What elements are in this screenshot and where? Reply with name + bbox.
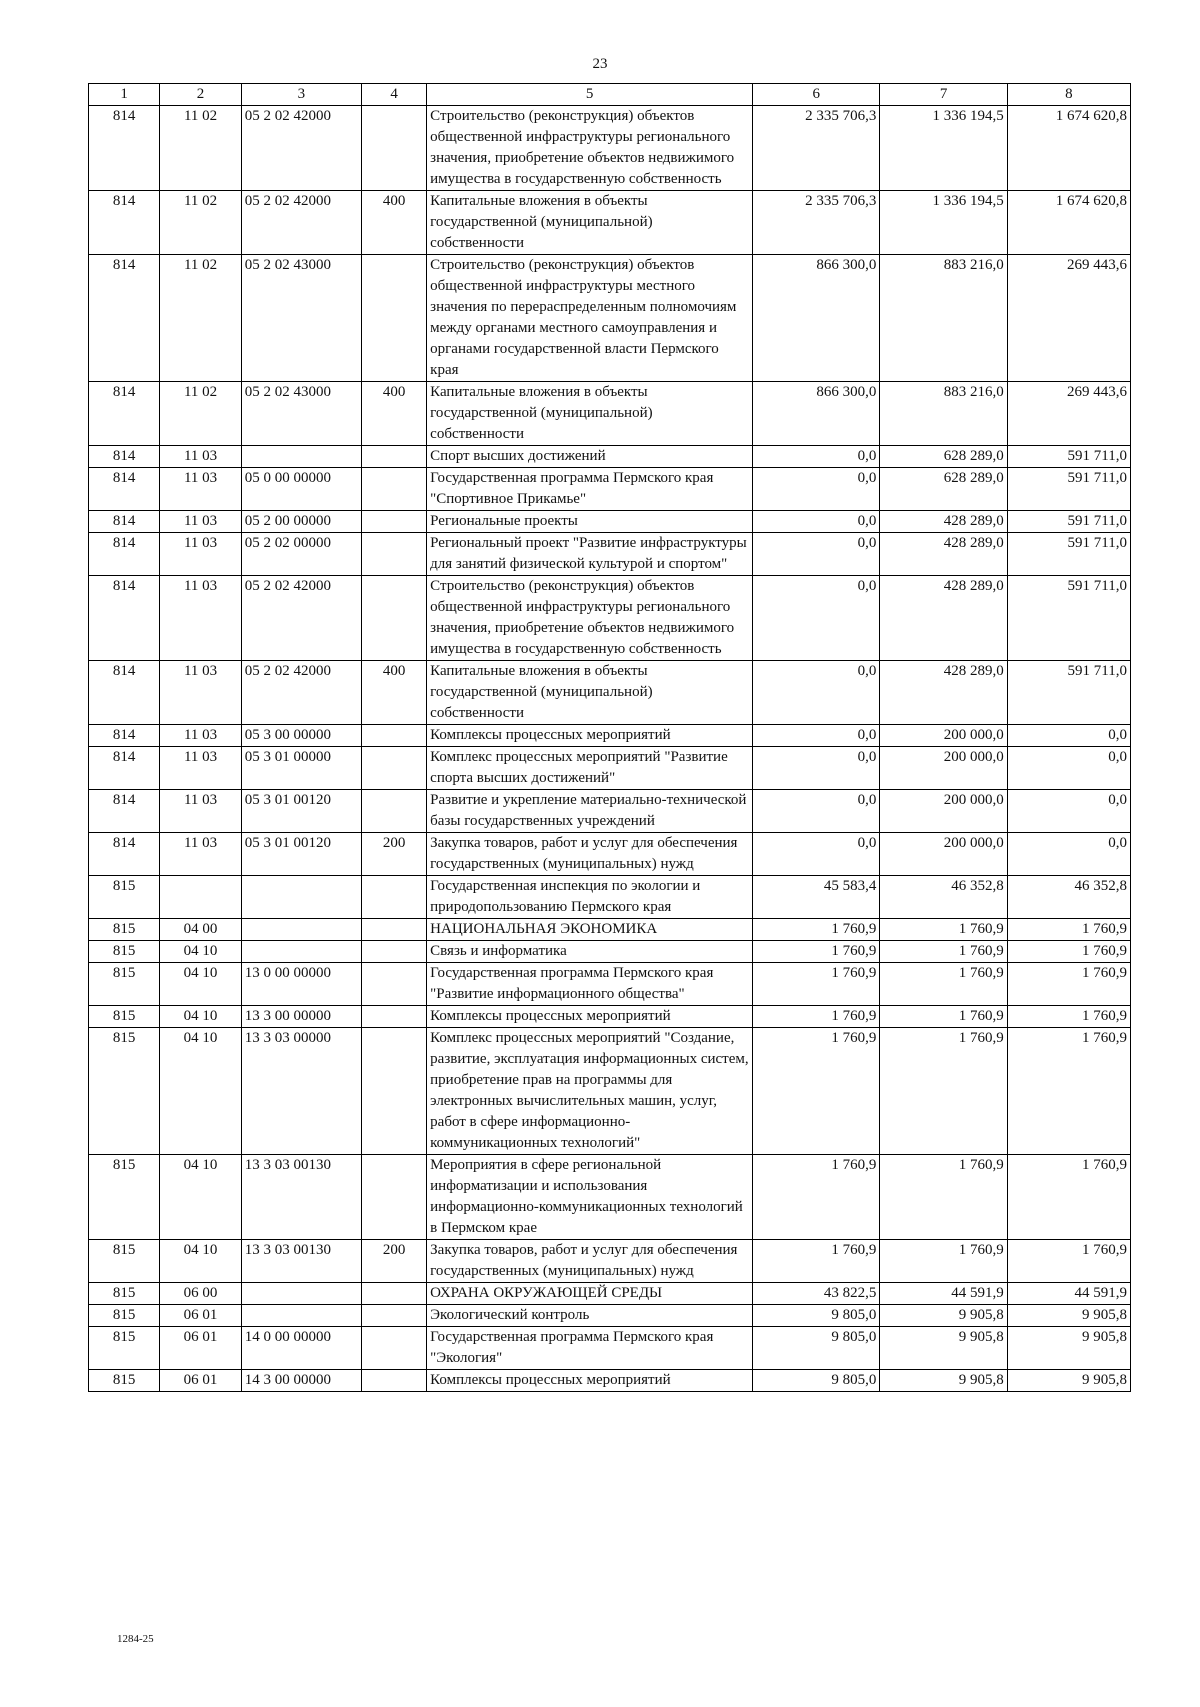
cell-expense-type <box>361 1370 426 1392</box>
cell-amount-col8: 1 760,9 <box>1007 919 1130 941</box>
header-col-6: 6 <box>753 84 880 106</box>
cell-description: Капитальные вложения в объекты государственной (муниципальной) собственности <box>427 191 753 255</box>
header-col-8: 8 <box>1007 84 1130 106</box>
cell-amount-col6: 1 760,9 <box>753 1240 880 1283</box>
cell-amount-col6: 1 760,9 <box>753 1006 880 1028</box>
cell-amount-col7: 1 760,9 <box>880 1028 1007 1155</box>
cell-section-code: 11 02 <box>160 382 241 446</box>
table-row <box>89 790 1131 833</box>
page-number: 23 <box>592 56 608 72</box>
cell-admin-code: 815 <box>89 963 160 1006</box>
cell-section-code: 11 03 <box>160 833 241 876</box>
cell-amount-col8: 9 905,8 <box>1007 1327 1130 1370</box>
cell-amount-col7: 1 760,9 <box>880 1240 1007 1283</box>
cell-target-article: 05 3 00 00000 <box>241 725 361 747</box>
cell-admin-code: 815 <box>89 941 160 963</box>
cell-description: Государственная инспекция по экологии и природопользованию Пермского края <box>427 876 753 919</box>
cell-description: Комплексы процессных мероприятий <box>427 1370 753 1392</box>
cell-expense-type <box>361 576 426 661</box>
cell-target-article: 05 3 01 00120 <box>241 833 361 876</box>
header-row <box>89 84 1131 106</box>
cell-target-article: 05 2 02 42000 <box>241 576 361 661</box>
cell-target-article <box>241 941 361 963</box>
cell-expense-type: 400 <box>361 382 426 446</box>
cell-amount-col6: 9 805,0 <box>753 1327 880 1370</box>
cell-expense-type <box>361 511 426 533</box>
cell-section-code: 11 03 <box>160 790 241 833</box>
cell-target-article: 13 3 03 00130 <box>241 1240 361 1283</box>
cell-section-code: 06 01 <box>160 1305 241 1327</box>
cell-target-article: 13 3 03 00000 <box>241 1028 361 1155</box>
table-row <box>89 191 1131 255</box>
cell-description: Комплекс процессных мероприятий "Создание, развитие, эксплуатация информационных систем, приобретение прав на программы для электронных вычислительных машин, услуг, работ в сфере информационно-коммуникационных технологий" <box>427 1028 753 1155</box>
cell-expense-type <box>361 1283 426 1305</box>
cell-description: Государственная программа Пермского края "Экология" <box>427 1327 753 1370</box>
cell-description: Закупка товаров, работ и услуг для обеспечения государственных (муниципальных) нужд <box>427 833 753 876</box>
cell-amount-col7: 883 216,0 <box>880 382 1007 446</box>
cell-admin-code: 814 <box>89 833 160 876</box>
cell-target-article: 05 2 02 42000 <box>241 661 361 725</box>
cell-section-code: 11 03 <box>160 747 241 790</box>
cell-amount-col6: 45 583,4 <box>753 876 880 919</box>
cell-expense-type: 400 <box>361 661 426 725</box>
cell-amount-col6: 9 805,0 <box>753 1305 880 1327</box>
cell-description: Государственная программа Пермского края "Развитие информационного общества" <box>427 963 753 1006</box>
cell-amount-col8: 46 352,8 <box>1007 876 1130 919</box>
table-row <box>89 106 1131 191</box>
table-row <box>89 919 1131 941</box>
table-row <box>89 576 1131 661</box>
cell-section-code: 04 10 <box>160 1155 241 1240</box>
table-row <box>89 255 1131 382</box>
cell-expense-type <box>361 790 426 833</box>
cell-amount-col8: 0,0 <box>1007 790 1130 833</box>
cell-expense-type <box>361 747 426 790</box>
cell-amount-col7: 200 000,0 <box>880 833 1007 876</box>
cell-amount-col7: 9 905,8 <box>880 1305 1007 1327</box>
cell-target-article <box>241 1305 361 1327</box>
cell-amount-col8: 9 905,8 <box>1007 1370 1130 1392</box>
cell-amount-col8: 0,0 <box>1007 747 1130 790</box>
cell-target-article <box>241 446 361 468</box>
cell-expense-type <box>361 1327 426 1370</box>
table-row <box>89 876 1131 919</box>
cell-admin-code: 814 <box>89 747 160 790</box>
cell-description: ОХРАНА ОКРУЖАЮЩЕЙ СРЕДЫ <box>427 1283 753 1305</box>
cell-amount-col7: 428 289,0 <box>880 661 1007 725</box>
cell-amount-col8: 269 443,6 <box>1007 382 1130 446</box>
cell-amount-col8: 44 591,9 <box>1007 1283 1130 1305</box>
cell-admin-code: 815 <box>89 1283 160 1305</box>
table-row <box>89 1305 1131 1327</box>
cell-description: Региональные проекты <box>427 511 753 533</box>
table-row <box>89 1240 1131 1283</box>
cell-amount-col6: 1 760,9 <box>753 1155 880 1240</box>
cell-amount-col7: 1 336 194,5 <box>880 191 1007 255</box>
cell-admin-code: 814 <box>89 106 160 191</box>
cell-amount-col8: 591 711,0 <box>1007 468 1130 511</box>
cell-amount-col7: 628 289,0 <box>880 446 1007 468</box>
cell-expense-type: 200 <box>361 833 426 876</box>
cell-amount-col6: 0,0 <box>753 833 880 876</box>
cell-target-article: 05 2 02 42000 <box>241 191 361 255</box>
cell-description: Строительство (реконструкция) объектов общественной инфраструктуры регионального значения, приобретение объектов недвижимого имущества в государственную собственность <box>427 576 753 661</box>
cell-amount-col8: 1 674 620,8 <box>1007 106 1130 191</box>
cell-amount-col8: 1 760,9 <box>1007 1155 1130 1240</box>
table-row <box>89 725 1131 747</box>
cell-section-code: 04 10 <box>160 1028 241 1155</box>
cell-target-article: 05 2 00 00000 <box>241 511 361 533</box>
cell-section-code: 11 02 <box>160 106 241 191</box>
cell-amount-col6: 0,0 <box>753 725 880 747</box>
cell-amount-col8: 269 443,6 <box>1007 255 1130 382</box>
cell-admin-code: 814 <box>89 661 160 725</box>
cell-amount-col8: 1 760,9 <box>1007 1240 1130 1283</box>
cell-section-code: 11 03 <box>160 661 241 725</box>
table-row <box>89 533 1131 576</box>
table-row <box>89 963 1131 1006</box>
cell-amount-col6: 1 760,9 <box>753 1028 880 1155</box>
cell-amount-col6: 0,0 <box>753 533 880 576</box>
cell-description: Региональный проект "Развитие инфраструктуры для занятий физической культурой и спортом" <box>427 533 753 576</box>
cell-amount-col7: 200 000,0 <box>880 790 1007 833</box>
cell-target-article: 05 2 02 43000 <box>241 255 361 382</box>
cell-admin-code: 814 <box>89 511 160 533</box>
cell-admin-code: 814 <box>89 382 160 446</box>
cell-amount-col8: 591 711,0 <box>1007 511 1130 533</box>
cell-admin-code: 814 <box>89 790 160 833</box>
cell-amount-col8: 1 760,9 <box>1007 941 1130 963</box>
cell-description: Комплексы процессных мероприятий <box>427 725 753 747</box>
cell-amount-col8: 0,0 <box>1007 725 1130 747</box>
cell-amount-col8: 591 711,0 <box>1007 446 1130 468</box>
cell-admin-code: 815 <box>89 1155 160 1240</box>
cell-admin-code: 814 <box>89 191 160 255</box>
cell-amount-col8: 1 760,9 <box>1007 1006 1130 1028</box>
cell-target-article: 05 2 02 43000 <box>241 382 361 446</box>
table-row <box>89 833 1131 876</box>
header-col-5: 5 <box>427 84 753 106</box>
cell-description: Комплексы процессных мероприятий <box>427 1006 753 1028</box>
cell-description: Мероприятия в сфере региональной информатизации и использования информационно-коммуникационных технологий в Пермском крае <box>427 1155 753 1240</box>
cell-amount-col7: 200 000,0 <box>880 747 1007 790</box>
table-row <box>89 1028 1131 1155</box>
header-col-2: 2 <box>160 84 241 106</box>
cell-section-code: 11 03 <box>160 576 241 661</box>
cell-expense-type <box>361 725 426 747</box>
cell-description: Спорт высших достижений <box>427 446 753 468</box>
table-row <box>89 511 1131 533</box>
header-col-1: 1 <box>89 84 160 106</box>
cell-amount-col8: 591 711,0 <box>1007 576 1130 661</box>
cell-expense-type <box>361 919 426 941</box>
table-row <box>89 1370 1131 1392</box>
cell-admin-code: 815 <box>89 1305 160 1327</box>
cell-section-code: 04 10 <box>160 963 241 1006</box>
cell-amount-col7: 1 760,9 <box>880 963 1007 1006</box>
cell-amount-col6: 866 300,0 <box>753 255 880 382</box>
cell-target-article: 05 0 00 00000 <box>241 468 361 511</box>
cell-target-article: 13 3 00 00000 <box>241 1006 361 1028</box>
cell-amount-col7: 428 289,0 <box>880 533 1007 576</box>
cell-amount-col7: 628 289,0 <box>880 468 1007 511</box>
cell-target-article: 05 2 02 00000 <box>241 533 361 576</box>
cell-expense-type <box>361 1028 426 1155</box>
table-row <box>89 468 1131 511</box>
cell-admin-code: 815 <box>89 1327 160 1370</box>
cell-amount-col6: 2 335 706,3 <box>753 106 880 191</box>
cell-expense-type <box>361 533 426 576</box>
cell-amount-col7: 1 760,9 <box>880 1155 1007 1240</box>
cell-target-article: 05 2 02 42000 <box>241 106 361 191</box>
cell-admin-code: 815 <box>89 919 160 941</box>
cell-target-article: 05 3 01 00000 <box>241 747 361 790</box>
cell-target-article: 14 3 00 00000 <box>241 1370 361 1392</box>
cell-admin-code: 814 <box>89 533 160 576</box>
cell-amount-col8: 1 674 620,8 <box>1007 191 1130 255</box>
cell-section-code: 04 00 <box>160 919 241 941</box>
cell-amount-col7: 1 760,9 <box>880 919 1007 941</box>
cell-expense-type <box>361 876 426 919</box>
cell-amount-col6: 2 335 706,3 <box>753 191 880 255</box>
cell-target-article <box>241 919 361 941</box>
cell-amount-col6: 1 760,9 <box>753 963 880 1006</box>
table-row <box>89 1327 1131 1370</box>
cell-description: Комплекс процессных мероприятий "Развитие спорта высших достижений" <box>427 747 753 790</box>
cell-section-code: 04 10 <box>160 1240 241 1283</box>
table-row <box>89 747 1131 790</box>
cell-expense-type <box>361 1155 426 1240</box>
cell-target-article <box>241 1283 361 1305</box>
cell-section-code: 06 01 <box>160 1370 241 1392</box>
cell-expense-type <box>361 446 426 468</box>
cell-amount-col6: 43 822,5 <box>753 1283 880 1305</box>
cell-expense-type: 400 <box>361 191 426 255</box>
cell-section-code: 11 02 <box>160 255 241 382</box>
table-body <box>89 106 1131 1392</box>
cell-description: Строительство (реконструкция) объектов общественной инфраструктуры местного значения по перераспределенным полномочиям между органами местного самоуправления и органами государственной власти Пермского края <box>427 255 753 382</box>
header-col-3: 3 <box>241 84 361 106</box>
cell-amount-col7: 9 905,8 <box>880 1370 1007 1392</box>
cell-section-code: 11 03 <box>160 446 241 468</box>
cell-amount-col7: 1 760,9 <box>880 1006 1007 1028</box>
cell-amount-col7: 428 289,0 <box>880 576 1007 661</box>
cell-amount-col6: 0,0 <box>753 468 880 511</box>
table-row <box>89 661 1131 725</box>
table-row <box>89 941 1131 963</box>
cell-target-article <box>241 876 361 919</box>
cell-expense-type <box>361 468 426 511</box>
cell-amount-col6: 0,0 <box>753 790 880 833</box>
cell-admin-code: 814 <box>89 255 160 382</box>
cell-amount-col7: 1 336 194,5 <box>880 106 1007 191</box>
cell-amount-col6: 9 805,0 <box>753 1370 880 1392</box>
cell-expense-type <box>361 106 426 191</box>
cell-amount-col6: 0,0 <box>753 446 880 468</box>
cell-admin-code: 815 <box>89 1006 160 1028</box>
cell-section-code: 11 03 <box>160 533 241 576</box>
cell-amount-col6: 1 760,9 <box>753 919 880 941</box>
cell-expense-type <box>361 1305 426 1327</box>
cell-description: Развитие и укрепление материально-технической базы государственных учреждений <box>427 790 753 833</box>
cell-admin-code: 815 <box>89 876 160 919</box>
cell-admin-code: 815 <box>89 1240 160 1283</box>
cell-section-code: 11 03 <box>160 511 241 533</box>
table-header <box>89 84 1131 106</box>
cell-amount-col7: 46 352,8 <box>880 876 1007 919</box>
cell-section-code: 11 02 <box>160 191 241 255</box>
cell-description: Капитальные вложения в объекты государственной (муниципальной) собственности <box>427 661 753 725</box>
cell-expense-type: 200 <box>361 1240 426 1283</box>
cell-target-article: 13 0 00 00000 <box>241 963 361 1006</box>
cell-amount-col8: 0,0 <box>1007 833 1130 876</box>
cell-description: Закупка товаров, работ и услуг для обеспечения государственных (муниципальных) нужд <box>427 1240 753 1283</box>
cell-description: НАЦИОНАЛЬНАЯ ЭКОНОМИКА <box>427 919 753 941</box>
cell-amount-col6: 0,0 <box>753 747 880 790</box>
cell-section-code: 06 01 <box>160 1327 241 1370</box>
header-col-4: 4 <box>361 84 426 106</box>
cell-section-code: 04 10 <box>160 941 241 963</box>
cell-amount-col6: 1 760,9 <box>753 941 880 963</box>
cell-admin-code: 815 <box>89 1370 160 1392</box>
cell-amount-col8: 591 711,0 <box>1007 533 1130 576</box>
cell-section-code: 06 00 <box>160 1283 241 1305</box>
cell-amount-col6: 866 300,0 <box>753 382 880 446</box>
cell-amount-col7: 200 000,0 <box>880 725 1007 747</box>
cell-section-code: 11 03 <box>160 468 241 511</box>
cell-section-code: 04 10 <box>160 1006 241 1028</box>
cell-description: Строительство (реконструкция) объектов общественной инфраструктуры регионального значения, приобретение объектов недвижимого имущества в государственную собственность <box>427 106 753 191</box>
cell-expense-type <box>361 255 426 382</box>
table-row <box>89 446 1131 468</box>
cell-expense-type <box>361 1006 426 1028</box>
cell-target-article: 05 3 01 00120 <box>241 790 361 833</box>
cell-amount-col7: 883 216,0 <box>880 255 1007 382</box>
cell-section-code <box>160 876 241 919</box>
cell-admin-code: 814 <box>89 576 160 661</box>
cell-amount-col7: 44 591,9 <box>880 1283 1007 1305</box>
cell-amount-col6: 0,0 <box>753 661 880 725</box>
cell-description: Экологический контроль <box>427 1305 753 1327</box>
cell-section-code: 11 03 <box>160 725 241 747</box>
cell-admin-code: 814 <box>89 725 160 747</box>
table-row <box>89 1006 1131 1028</box>
cell-expense-type <box>361 941 426 963</box>
cell-admin-code: 815 <box>89 1028 160 1155</box>
table-row <box>89 382 1131 446</box>
cell-admin-code: 814 <box>89 468 160 511</box>
budget-table <box>88 83 1131 1392</box>
cell-target-article: 14 0 00 00000 <box>241 1327 361 1370</box>
cell-amount-col7: 428 289,0 <box>880 511 1007 533</box>
table-row <box>89 1155 1131 1240</box>
header-col-7: 7 <box>880 84 1007 106</box>
cell-expense-type <box>361 963 426 1006</box>
cell-description: Связь и информатика <box>427 941 753 963</box>
cell-admin-code: 814 <box>89 446 160 468</box>
cell-description: Капитальные вложения в объекты государственной (муниципальной) собственности <box>427 382 753 446</box>
cell-amount-col8: 1 760,9 <box>1007 963 1130 1006</box>
cell-amount-col6: 0,0 <box>753 511 880 533</box>
cell-description: Государственная программа Пермского края "Спортивное Прикамье" <box>427 468 753 511</box>
table-row <box>89 1283 1131 1305</box>
cell-amount-col8: 9 905,8 <box>1007 1305 1130 1327</box>
cell-amount-col6: 0,0 <box>753 576 880 661</box>
cell-amount-col7: 1 760,9 <box>880 941 1007 963</box>
cell-amount-col8: 591 711,0 <box>1007 661 1130 725</box>
cell-amount-col7: 9 905,8 <box>880 1327 1007 1370</box>
cell-target-article: 13 3 03 00130 <box>241 1155 361 1240</box>
footer-code: 1284-25 <box>117 1633 154 1645</box>
cell-amount-col8: 1 760,9 <box>1007 1028 1130 1155</box>
